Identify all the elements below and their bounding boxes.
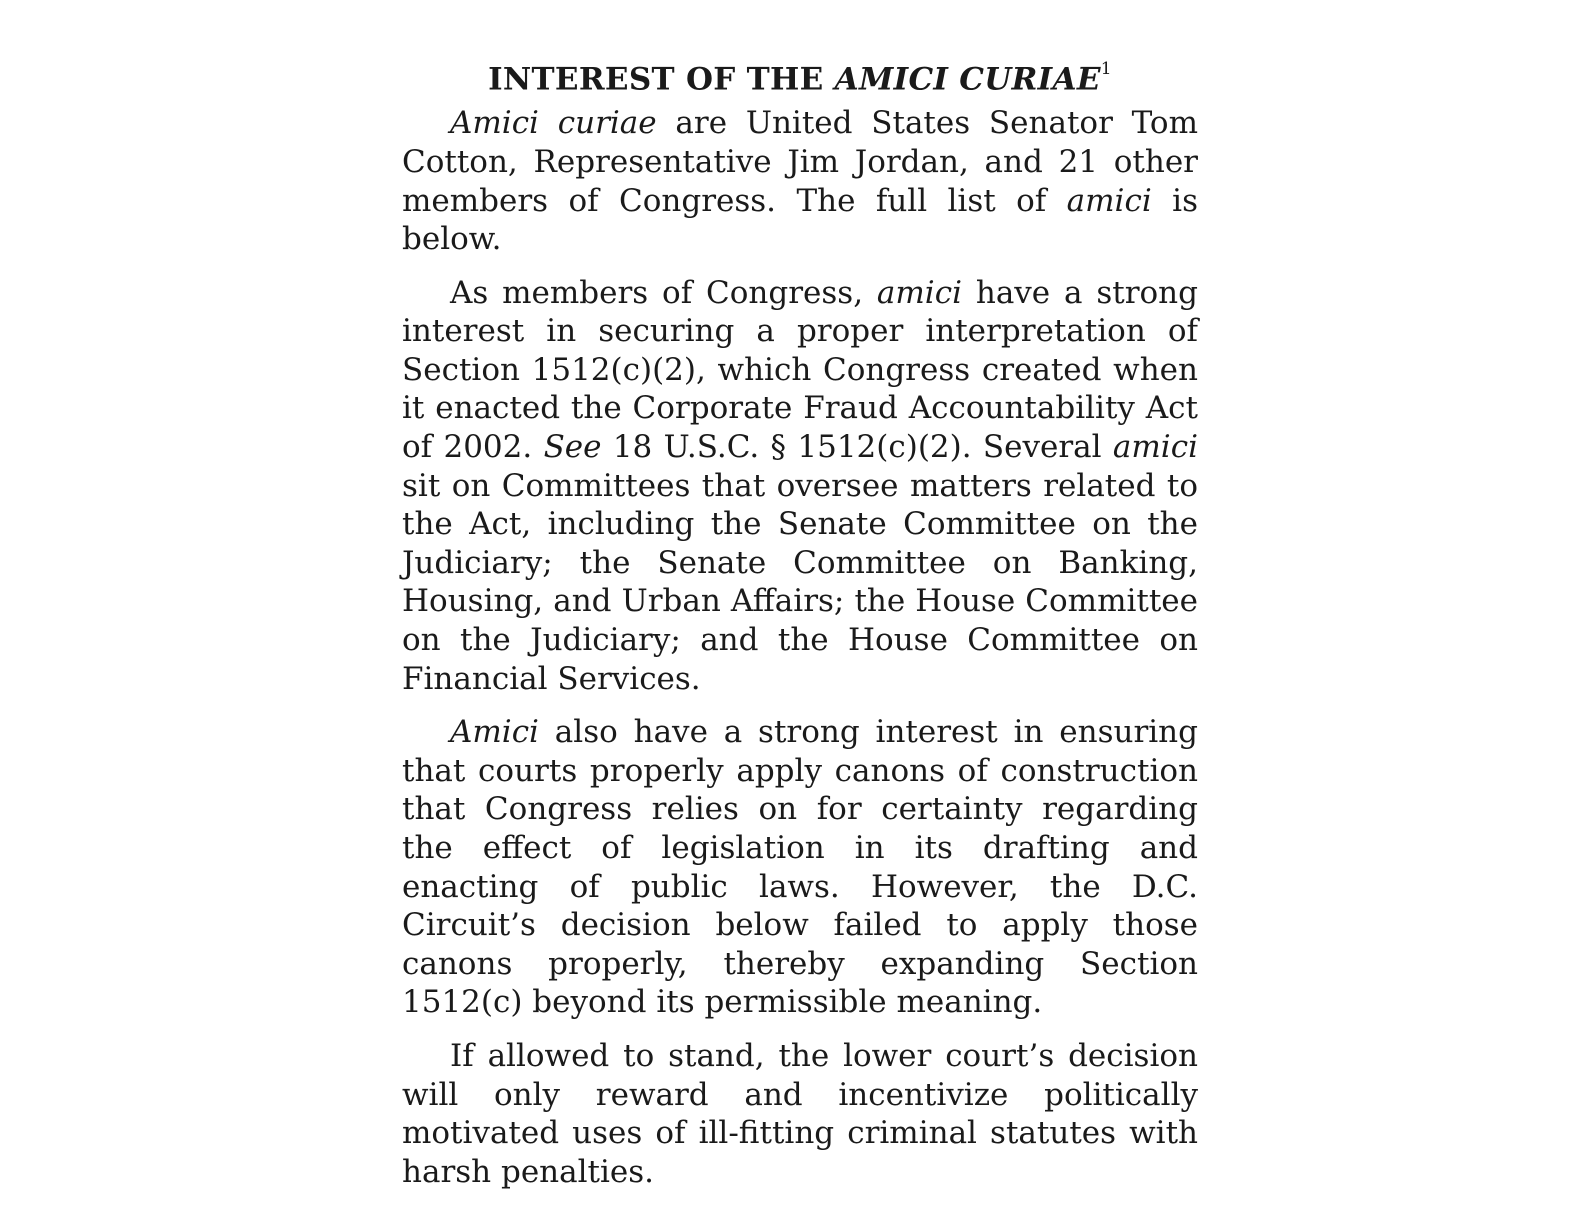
italic-text: amici [876,274,962,311]
section-heading [402,50,1198,102]
text-run: As members of Congress, [450,274,877,311]
paragraph-4 [402,1037,1198,1191]
paragraph-2 [402,274,1198,699]
text-run: also have a strong interest in ensuring that courts properly apply canons of construction that Congress relies on for certainty regarding the effect of legislation in its drafting and enacting of public laws. However, the D.C. Circuit’s decision below failed to apply those canons properly, thereby expanding Section 1512(c) beyond its permissible meaning. [402,714,1198,1021]
text-run: are United States Senator Tom Cotton, Representative Jim Jordan, and 21 other members of Congress. The full list of [402,105,1198,219]
italic-text: amici [1112,429,1198,466]
body-text [402,104,1198,1191]
text-run: is below. [402,182,1198,258]
text-run: If allowed to stand, the lower court’s decision will only reward and incentivize politically motivated uses of ill-fitting criminal statutes with harsh penalties. [402,1037,1198,1190]
text-run: have a strong interest in securing a proper interpretation of Section 1512(c)(2), which Congress created when it enacted the Corporate Fraud Accountability Act of 2002. [402,274,1198,466]
document-page [402,50,1198,1206]
heading-italic-text: AMICI CURIAE [834,61,1101,98]
paragraph-1 [402,104,1198,258]
italic-text: Amici [450,714,539,751]
italic-text: See [543,429,602,466]
italic-text: amici [1066,182,1152,219]
footnote-marker[interactable]: 1 [1100,59,1112,79]
heading-text: INTEREST OF THE [488,61,835,98]
italic-text: Amici curiae [450,105,657,142]
text-run: sit on Committees that oversee matters related to the Act, including the Senate Committee on the Judiciary; the Senate Committee on Banking, Housing, and Urban Affairs; the House Committee on the Judiciary; and the House Committee on Financial Services. [402,467,1198,697]
paragraph-3 [402,713,1198,1022]
text-run: 18 U.S.C. § 1512(c)(2). Several [601,429,1113,466]
